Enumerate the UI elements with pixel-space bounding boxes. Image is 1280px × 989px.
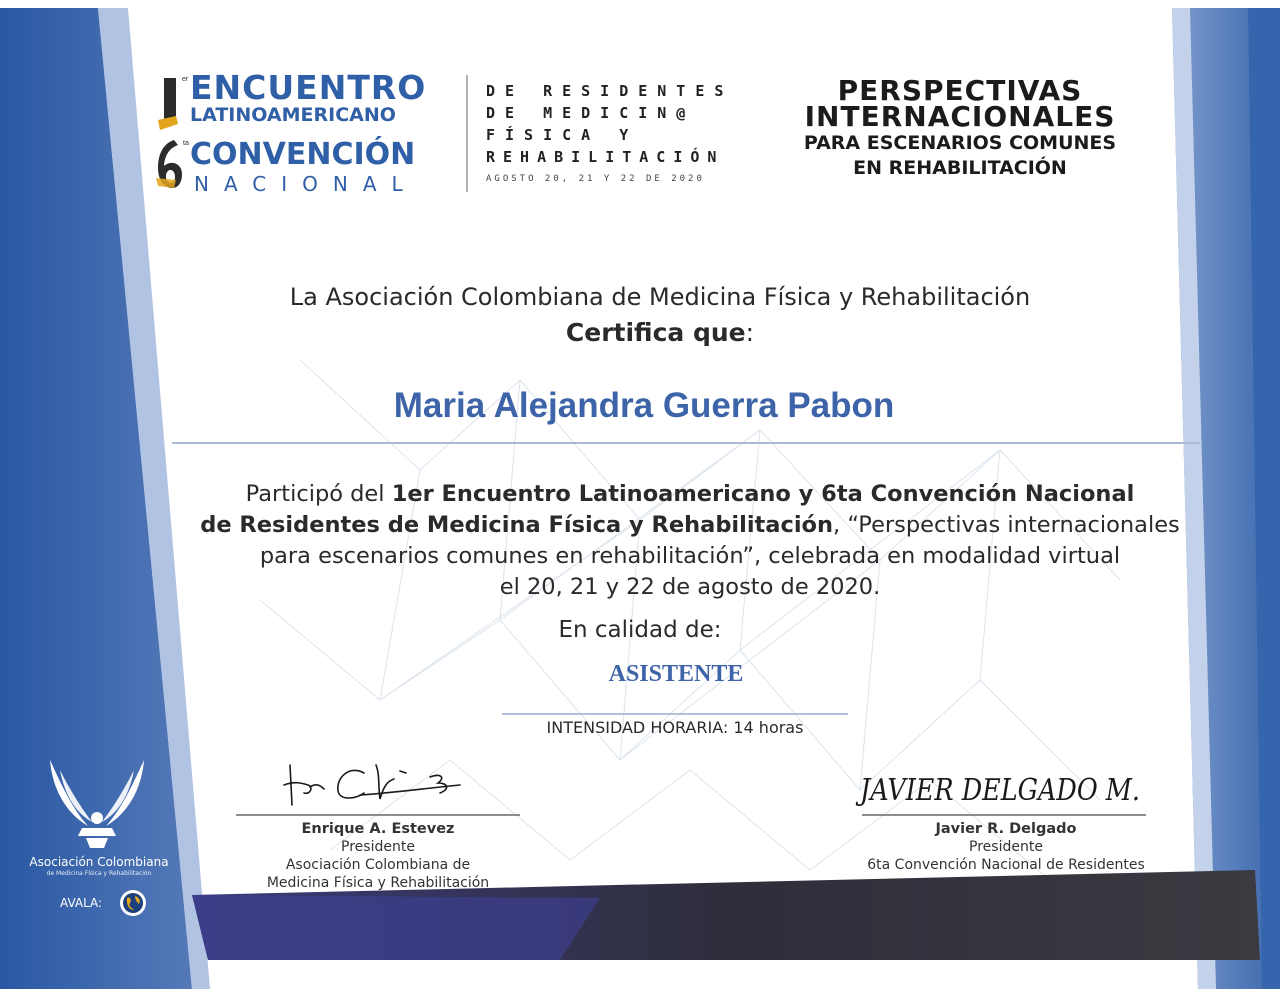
participation-intro: Participó del [245,481,392,507]
association-name: Asociación Colombiana [29,855,169,869]
association-subname: de Medicina Física y Rehabilitación [46,870,152,877]
event-logo [150,68,734,198]
certifies-label: Certifica que [565,318,746,347]
event-logo-mark-6 [154,136,184,192]
signatory-2-name: Javier R. Delgado [935,821,1077,837]
signatory-2-title: Presidente [969,839,1043,855]
recipient-name: Maria Alejandra Guerra Pabon [393,386,895,425]
logo-line-convencion: CONVENCIÓN [190,137,416,172]
logo-sub-medicina: DE MEDICIN@ [486,104,696,122]
hours-line: INTENSIDAD HORARIA: 14 horas [546,718,804,737]
signature-delgado [856,760,1156,816]
perspectivas-line1: PERSPECTIVAS [837,74,1083,107]
participation-line-2 [160,510,1220,541]
globe-icon [118,888,148,918]
signature-estevez [280,755,480,815]
signatory-1-title: Presidente [341,839,415,855]
role-value: ASISTENTE [608,661,744,687]
aval-label: AVALA: [60,896,103,910]
event-logo-num2-sup: ta [183,140,189,147]
event-logo-mark-1 [156,76,184,132]
participation-event-1: 1er Encuentro Latinoamericano y 6ta Convención Nacional [391,481,1135,507]
signatory-1-name: Enrique A. Estevez [301,821,455,837]
participation-line-4: el 20, 21 y 22 de agosto de 2020. [499,574,881,600]
certifies-line [160,318,1160,347]
signatory-1-org-line1: Asociación Colombiana de [285,857,471,873]
signature-block-2 [836,820,1176,874]
logo-sub-residentes: DE RESIDENTES [486,82,734,100]
participation-line-1 [160,479,1220,510]
logo-line-latinoamericano: LATINOAMERICANO [190,104,396,126]
perspectivas-title [760,74,1160,184]
signatory-2-org: 6ta Convención Nacional de Residentes [867,857,1145,873]
logo-line-encuentro: ENCUENTRO [190,68,427,107]
perspectivas-line4: EN REHABILITACIÓN [853,157,1067,179]
participation-event-2: de Residentes de Medicina Física y Rehabilitación [200,512,834,538]
logo-sub-fisica: FÍSICA Y [486,126,639,144]
certifies-colon: : [745,318,755,347]
signature-delgado-text: JAVIER DELGADO M. [854,773,1140,808]
participation-paragraph [160,479,1220,603]
logo-sub-date: AGOSTO 20, 21 Y 22 DE 2020 [486,174,705,184]
participation-theme-start: , “Perspectivas internacionales [833,512,1180,538]
perspectivas-line2: INTERNACIONALES [804,100,1116,133]
signature-block-1 [228,820,528,892]
event-logo-num1-sup: er [182,76,189,83]
signatory-1-org-line2: Medicina Física y Rehabilitación [266,875,490,891]
association-logo-icon [42,756,152,856]
perspectivas-line3: PARA ESCENARIOS COMUNES [803,132,1117,154]
logo-line-nacional: NACIONAL [194,172,418,196]
participation-line-3: para escenarios comunes en rehabilitación”, celebrada en modalidad virtual [259,543,1121,569]
issuer-line: La Asociación Colombiana de Medicina Física y Rehabilitación [289,283,1031,311]
logo-sub-rehabilitacion: REHABILITACIÓN [486,148,725,166]
role-label: En calidad de: [558,617,722,643]
